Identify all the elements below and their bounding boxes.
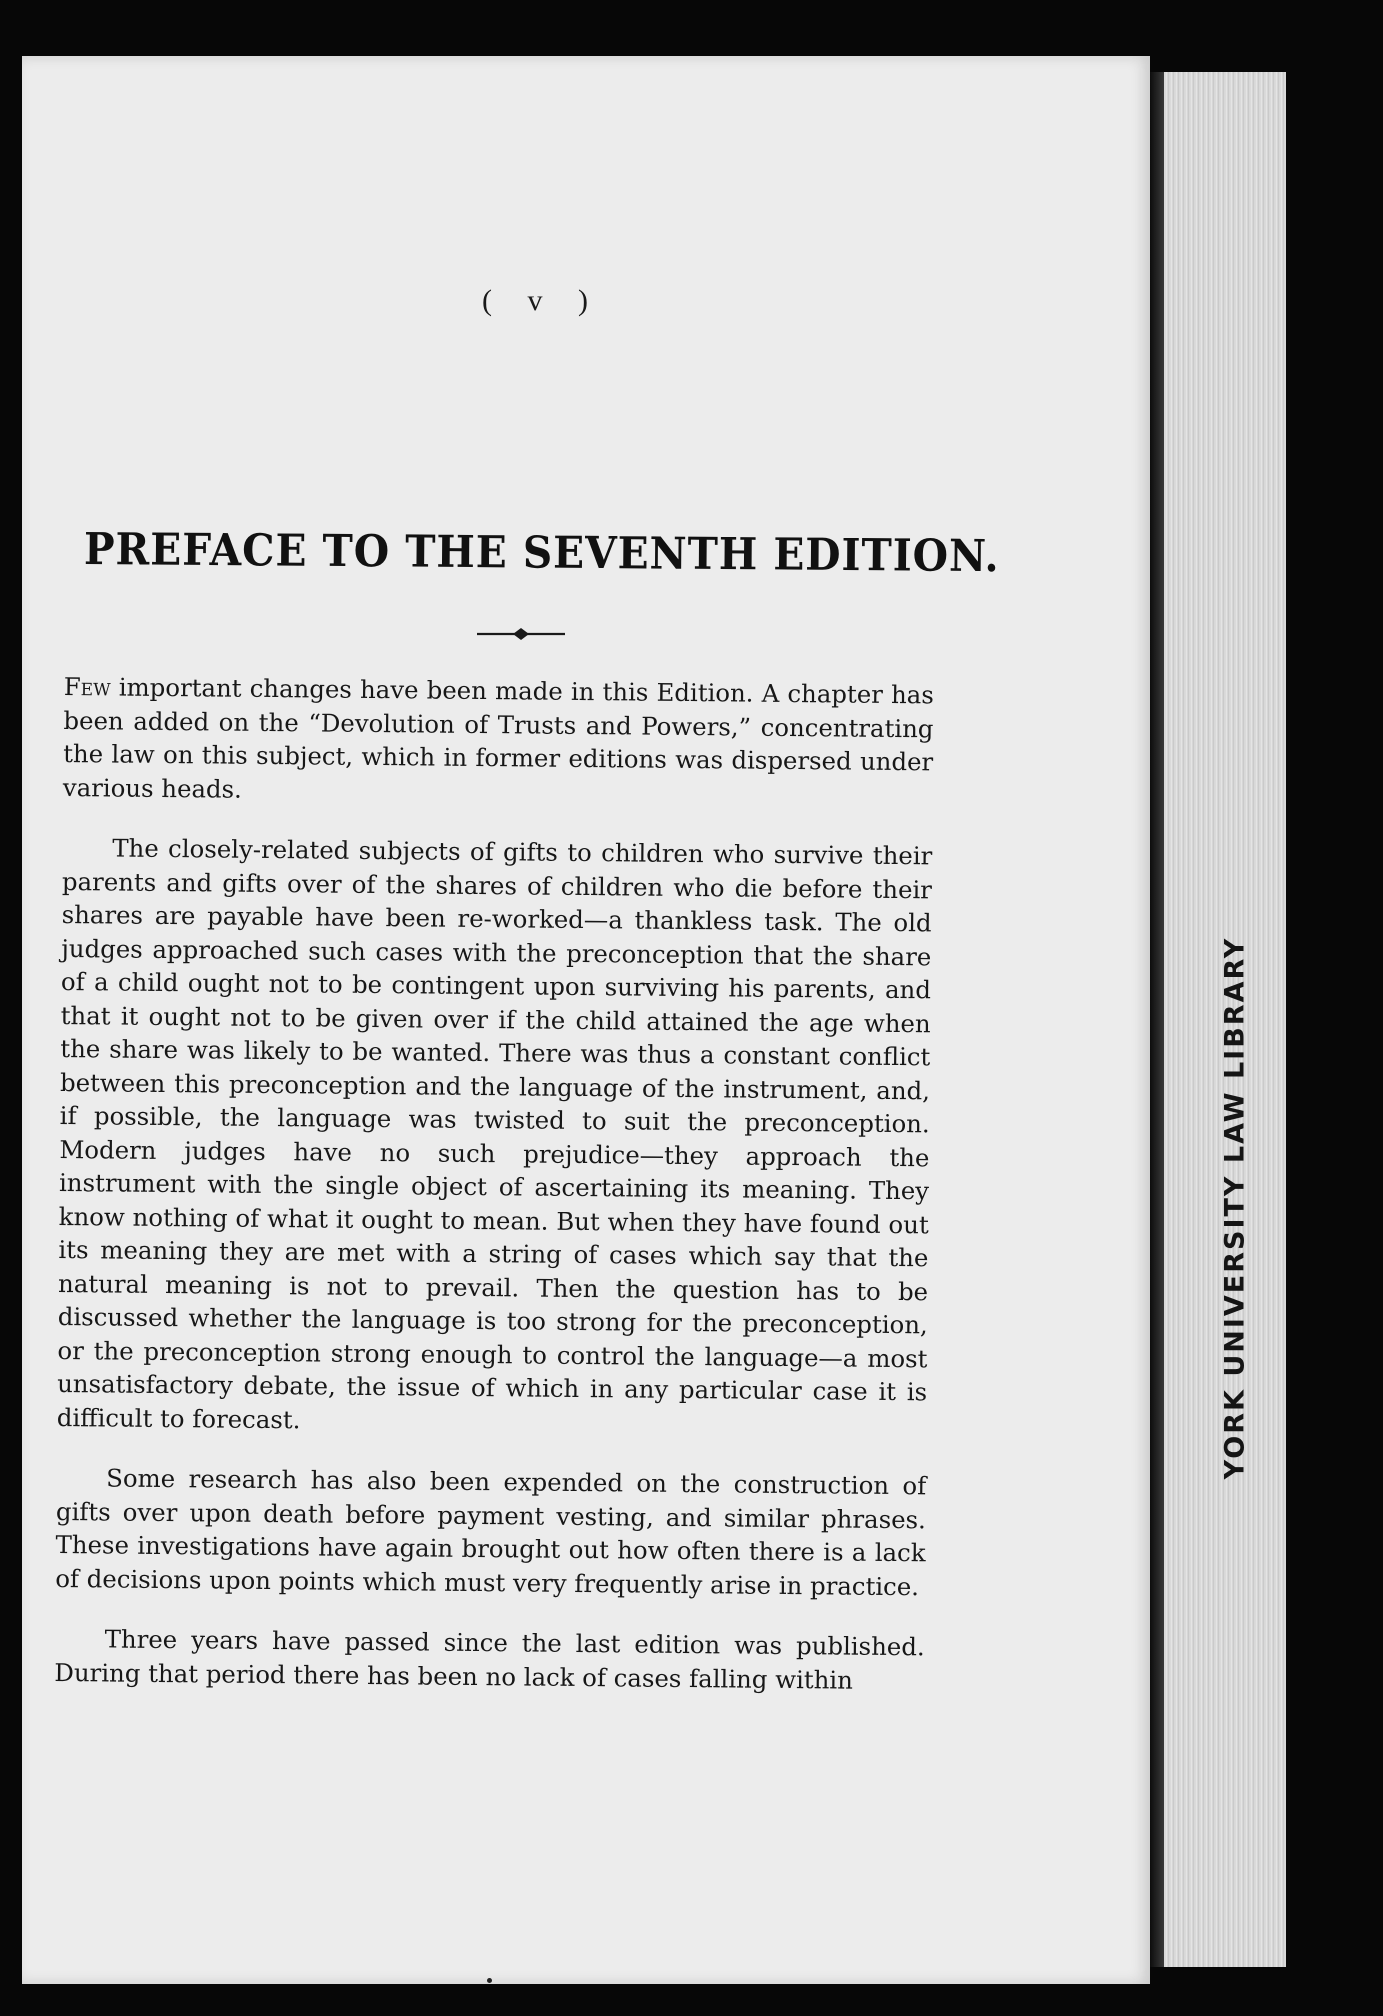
paragraph-2: The closely-related subjects of gifts to children who survive their parents and gifts over of the shares of children who die before their shares are payable have been re-worked—a thankless task. The old judges approached such cases with the preconception that the share of a child ought not to be contingent upon surviving his parents, and that it ought not to be given over if the child attained the age when the share was likely to be wanted. There was thus a constant conflict between this preconception and the language of the instrument, and, if possible, the language was twisted to suit the preconception. Modern judges have no such prejudice—they approach the instrument with the single object of ascertaining its meaning. They know nothing of what it ought to mean. But when they have found out its meaning they are met with a string of cases which say that the natural meaning is not to prevail. Then the question has to be discussed whether the language is too strong for the preconception, or the preconception strong enough to control the language—a most unsatisfactory debate, the issue of which in any particular case it is difficult to forecast. bbox=[56, 833, 933, 1434]
library-stamp-text: YORK UNIVERSITY LAW LIBRARY bbox=[1219, 936, 1251, 1480]
page-title: PREFACE TO THE SEVENTH EDITION. bbox=[83, 524, 1000, 583]
preface-body bbox=[54, 670, 934, 1697]
paragraph-1-text: important changes have been made in this Edition. A chapter has been added on the “Devolution of Trusts and Powers,” concentrating the law on this subject, which in former editions was dispersed under various heads. bbox=[62, 672, 934, 804]
paragraph-3: Some research has also been expended on the construction of gifts over upon death before payment vesting, and similar phrases. These investigations have again brought out how often there is a lack of decisions upon points which must very frequently arise in practice. bbox=[55, 1463, 927, 1601]
library-stamp bbox=[1218, 898, 1252, 1518]
paragraph-1 bbox=[63, 670, 934, 812]
page-foot-mark bbox=[487, 1978, 492, 1983]
spine-shadow bbox=[1150, 72, 1164, 1967]
page-folio: ( v ) bbox=[482, 284, 602, 317]
paragraph-1-lead: Few bbox=[63, 671, 111, 702]
paragraph-4: Three years have passed since the last edition was published. During that period there has been no lack of cases falling within bbox=[54, 1624, 925, 1695]
ornament-rule-icon bbox=[477, 624, 565, 644]
book-page bbox=[22, 56, 1150, 1984]
